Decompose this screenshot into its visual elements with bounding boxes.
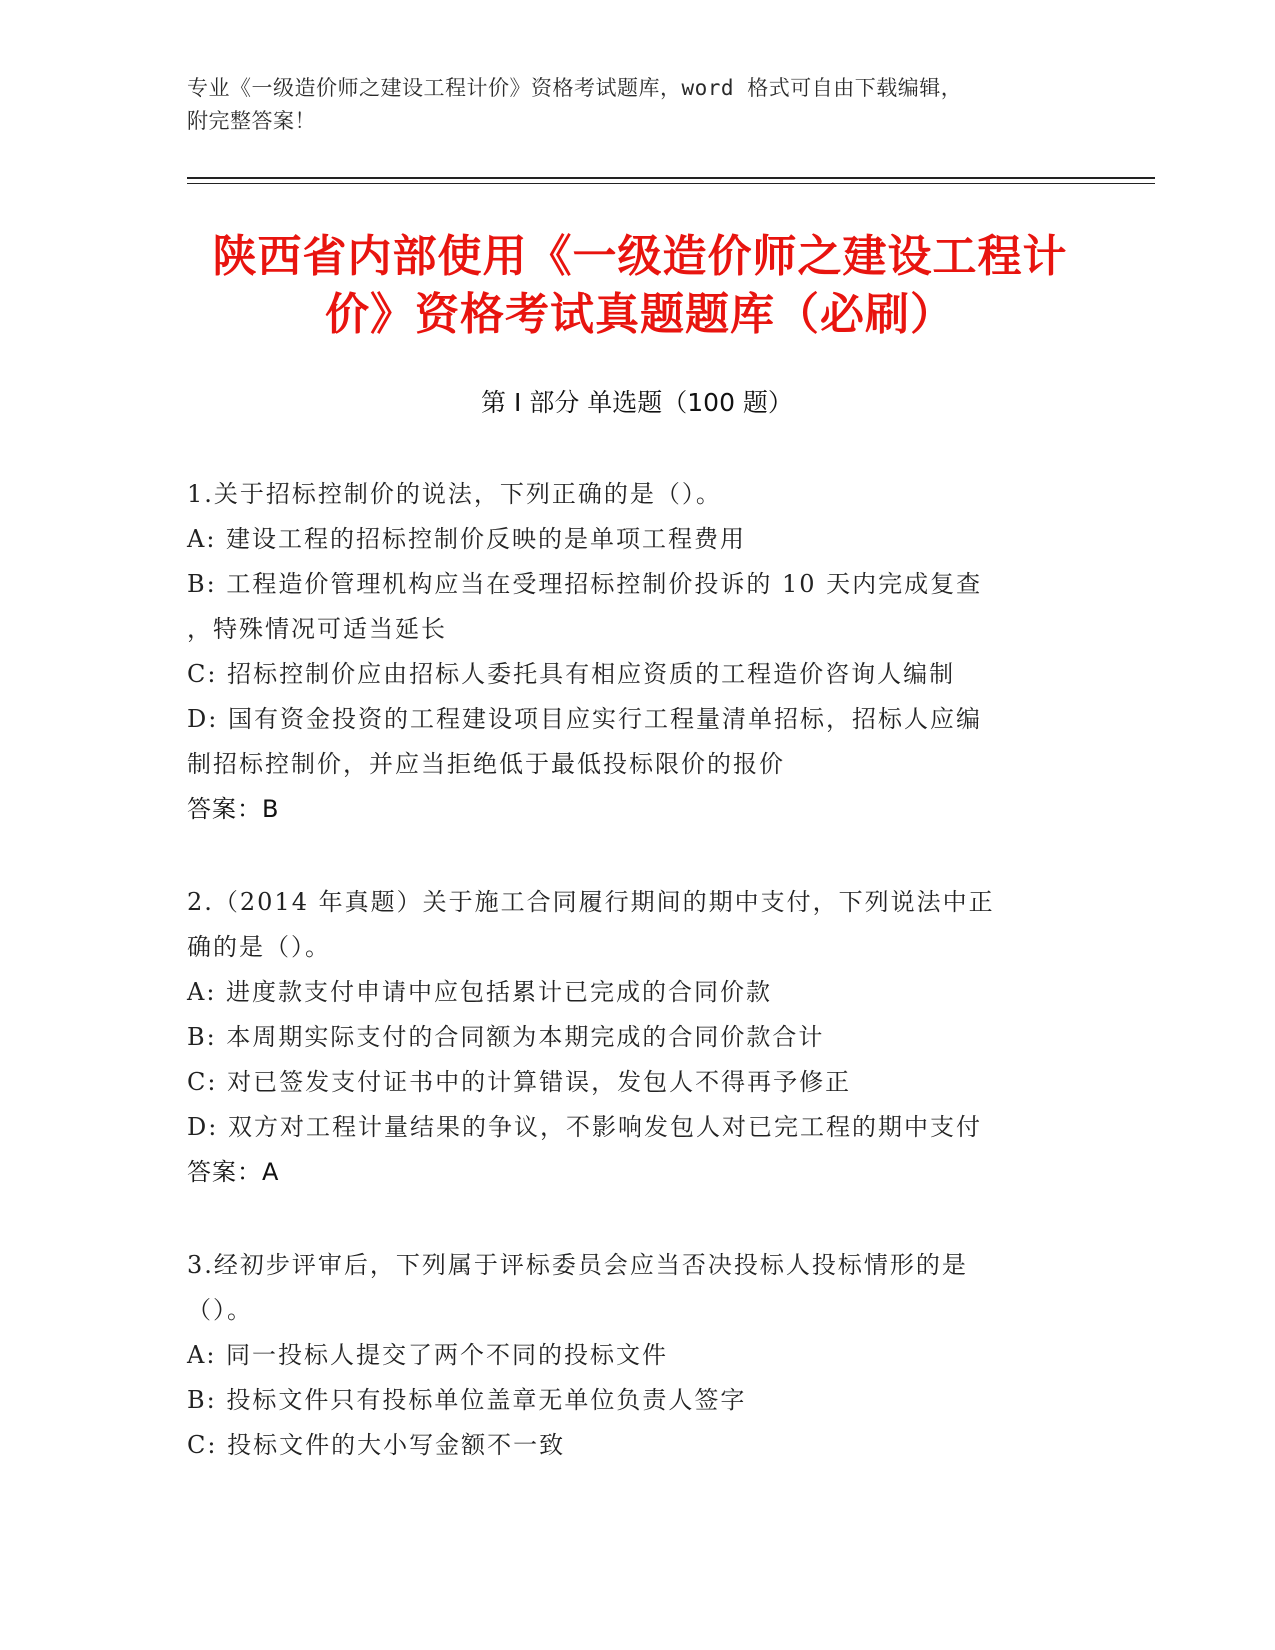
question-1-option-a: A: 建设工程的招标控制价反映的是单项工程费用 xyxy=(187,525,747,553)
header-note-line-1: 专业《一级造价师之建设工程计价》资格考试题库，word 格式可自由下载编辑， xyxy=(187,76,963,100)
question-2-option-d: D: 双方对工程计量结果的争议，不影响发包人对已完工程的期中支付 xyxy=(187,1113,982,1141)
header-note-line-2: 附完整答案！ xyxy=(187,109,316,133)
question-3-stem-continued: （）。 xyxy=(187,1296,253,1324)
question-1-option-b: B: 工程造价管理机构应当在受理招标控制价投诉的 10 天内完成复查 xyxy=(187,570,983,598)
document-title-line-1: 陕西省内部使用《一级造价师之建设工程计 xyxy=(212,231,1068,282)
question-2 xyxy=(187,880,1077,1195)
question-2-option-c: C: 对已签发支付证书中的计算错误，发包人不得再予修正 xyxy=(187,1068,852,1096)
question-1-stem: 1.关于招标控制价的说法，下列正确的是（）。 xyxy=(187,480,722,508)
section-heading: 第 I 部分 单选题（100 题） xyxy=(481,388,793,417)
question-2-stem-continued: 确的是（）。 xyxy=(187,933,331,961)
question-2-stem: 2.（2014 年真题）关于施工合同履行期间的期中支付，下列说法中正 xyxy=(187,888,995,916)
question-1-option-d-continued: 制招标控制价，并应当拒绝低于最低投标限价的报价 xyxy=(187,750,785,778)
question-2-option-a: A: 进度款支付申请中应包括累计已完成的合同价款 xyxy=(187,978,773,1006)
document-title xyxy=(160,228,1120,344)
question-1-option-c: C: 招标控制价应由招标人委托具有相应资质的工程造价咨询人编制 xyxy=(187,660,956,688)
document-title-line-2: 价》资格考试真题题库（必刷） xyxy=(325,289,955,340)
question-1 xyxy=(187,472,1077,832)
question-3-option-c: C: 投标文件的大小写金额不一致 xyxy=(187,1431,566,1459)
question-1-option-d: D: 国有资金投资的工程建设项目应实行工程量清单招标，招标人应编 xyxy=(187,705,982,733)
header-divider-thin xyxy=(187,183,1155,184)
question-1-answer: 答案：B xyxy=(187,795,280,823)
question-2-option-b: B: 本周期实际支付的合同额为本期完成的合同价款合计 xyxy=(187,1023,825,1051)
question-3-stem: 3.经初步评审后，下列属于评标委员会应当否决投标人投标情形的是 xyxy=(187,1251,968,1279)
question-3-option-a: A: 同一投标人提交了两个不同的投标文件 xyxy=(187,1341,669,1369)
question-3 xyxy=(187,1243,1077,1468)
header-note xyxy=(187,72,1087,138)
question-3-option-b: B: 投标文件只有投标单位盖章无单位负责人签字 xyxy=(187,1386,747,1414)
header-divider-thick xyxy=(187,177,1155,179)
question-2-answer: 答案：A xyxy=(187,1158,280,1186)
question-list xyxy=(187,472,1077,1516)
question-1-option-b-continued: ，特殊情况可适当延长 xyxy=(187,615,447,643)
